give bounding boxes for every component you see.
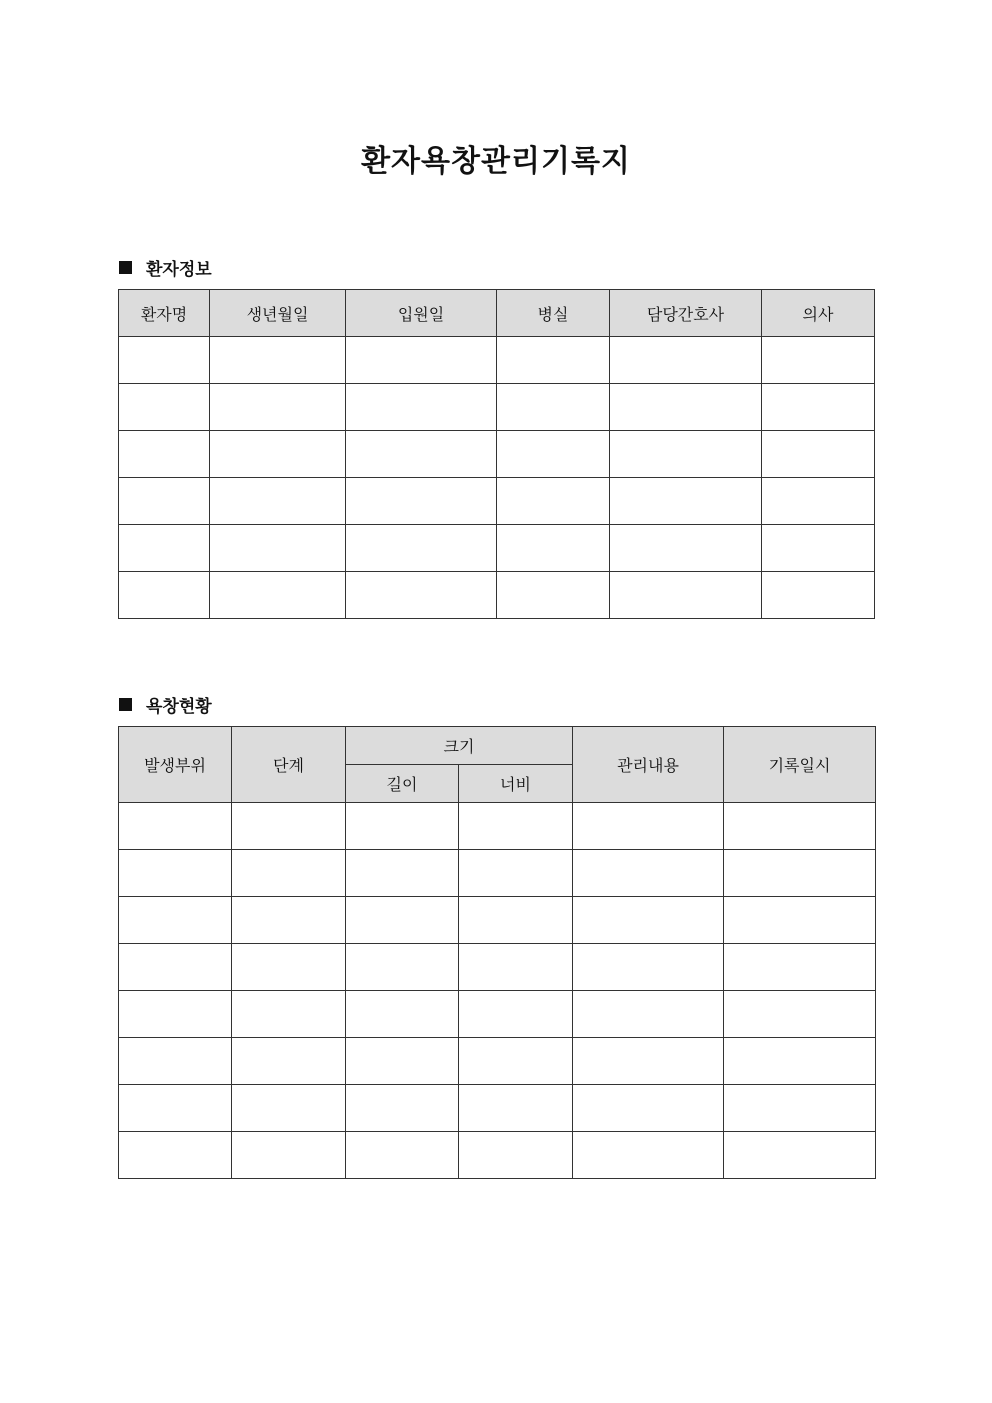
pressure-ulcer-cell[interactable]	[573, 1038, 724, 1085]
header-birth-date: 생년월일	[210, 290, 346, 337]
patient-info-cell[interactable]	[762, 431, 875, 478]
pressure-ulcer-cell[interactable]	[346, 803, 459, 850]
pressure-ulcer-cell[interactable]	[119, 1038, 232, 1085]
pressure-ulcer-cell[interactable]	[724, 991, 876, 1038]
patient-info-row	[119, 478, 875, 525]
square-bullet-icon	[119, 261, 132, 274]
patient-info-cell[interactable]	[762, 525, 875, 572]
pressure-ulcer-cell[interactable]	[119, 991, 232, 1038]
pressure-ulcer-cell[interactable]	[346, 850, 459, 897]
patient-info-cell[interactable]	[119, 337, 210, 384]
header-size: 크기	[346, 727, 573, 765]
header-management: 관리내용	[573, 727, 724, 803]
pressure-ulcer-cell[interactable]	[724, 1132, 876, 1179]
pressure-ulcer-table	[118, 726, 876, 1179]
pressure-ulcer-cell[interactable]	[346, 1038, 459, 1085]
patient-info-cell[interactable]	[346, 431, 497, 478]
pressure-ulcer-cell[interactable]	[573, 803, 724, 850]
pressure-ulcer-cell[interactable]	[724, 803, 876, 850]
pressure-ulcer-cell[interactable]	[232, 991, 346, 1038]
header-length: 길이	[346, 765, 459, 803]
patient-info-row	[119, 572, 875, 619]
patient-info-cell[interactable]	[497, 572, 610, 619]
patient-info-table	[118, 289, 875, 619]
patient-info-cell[interactable]	[497, 384, 610, 431]
pressure-ulcer-cell[interactable]	[346, 944, 459, 991]
patient-info-cell[interactable]	[119, 525, 210, 572]
patient-info-cell[interactable]	[119, 384, 210, 431]
pressure-ulcer-cell[interactable]	[459, 897, 573, 944]
patient-info-cell[interactable]	[210, 431, 346, 478]
header-record-datetime: 기록일시	[724, 727, 876, 803]
pressure-ulcer-cell[interactable]	[346, 897, 459, 944]
patient-info-section-title	[119, 255, 212, 280]
pressure-ulcer-row	[119, 1038, 876, 1085]
pressure-ulcer-cell[interactable]	[232, 850, 346, 897]
patient-info-cell[interactable]	[210, 525, 346, 572]
patient-info-cell[interactable]	[610, 478, 762, 525]
patient-info-cell[interactable]	[610, 384, 762, 431]
header-site: 발생부위	[119, 727, 232, 803]
patient-info-cell[interactable]	[346, 525, 497, 572]
pressure-ulcer-row	[119, 803, 876, 850]
pressure-ulcer-row	[119, 897, 876, 944]
pressure-ulcer-cell[interactable]	[459, 944, 573, 991]
pressure-ulcer-cell[interactable]	[459, 991, 573, 1038]
pressure-ulcer-cell[interactable]	[346, 1085, 459, 1132]
patient-info-cell[interactable]	[762, 572, 875, 619]
pressure-ulcer-cell[interactable]	[119, 850, 232, 897]
pressure-ulcer-cell[interactable]	[724, 850, 876, 897]
patient-info-cell[interactable]	[610, 431, 762, 478]
pressure-ulcer-cell[interactable]	[232, 897, 346, 944]
patient-info-row	[119, 337, 875, 384]
patient-info-cell[interactable]	[346, 478, 497, 525]
header-room: 병실	[497, 290, 610, 337]
pressure-ulcer-cell[interactable]	[346, 991, 459, 1038]
pressure-ulcer-cell[interactable]	[573, 991, 724, 1038]
patient-info-cell[interactable]	[210, 572, 346, 619]
pressure-ulcer-label: 욕창현황	[146, 697, 212, 717]
patient-info-cell[interactable]	[762, 337, 875, 384]
pressure-ulcer-cell[interactable]	[232, 944, 346, 991]
patient-info-row	[119, 431, 875, 478]
patient-info-cell[interactable]	[210, 384, 346, 431]
header-stage: 단계	[232, 727, 346, 803]
pressure-ulcer-cell[interactable]	[232, 1132, 346, 1179]
patient-info-cell[interactable]	[346, 384, 497, 431]
pressure-ulcer-cell[interactable]	[724, 944, 876, 991]
pressure-ulcer-cell[interactable]	[573, 850, 724, 897]
header-doctor: 의사	[762, 290, 875, 337]
pressure-ulcer-cell[interactable]	[724, 1038, 876, 1085]
pressure-ulcer-row	[119, 850, 876, 897]
pressure-ulcer-cell[interactable]	[459, 850, 573, 897]
pressure-ulcer-cell[interactable]	[573, 897, 724, 944]
patient-info-cell[interactable]	[346, 572, 497, 619]
pressure-ulcer-row	[119, 991, 876, 1038]
pressure-ulcer-cell[interactable]	[573, 1132, 724, 1179]
pressure-ulcer-cell[interactable]	[459, 1038, 573, 1085]
patient-info-cell[interactable]	[119, 431, 210, 478]
pressure-ulcer-cell[interactable]	[119, 1085, 232, 1132]
pressure-ulcer-cell[interactable]	[119, 1132, 232, 1179]
patient-info-cell[interactable]	[497, 525, 610, 572]
pressure-ulcer-header-row-1	[119, 727, 876, 765]
patient-info-cell[interactable]	[762, 478, 875, 525]
pressure-ulcer-cell[interactable]	[232, 1085, 346, 1132]
square-bullet-icon	[119, 698, 132, 711]
patient-info-row	[119, 525, 875, 572]
patient-info-cell[interactable]	[497, 431, 610, 478]
patient-info-cell[interactable]	[762, 384, 875, 431]
patient-info-cell[interactable]	[210, 478, 346, 525]
pressure-ulcer-cell[interactable]	[232, 1038, 346, 1085]
header-patient-name: 환자명	[119, 290, 210, 337]
patient-info-header-row	[119, 290, 875, 337]
pressure-ulcer-row	[119, 1085, 876, 1132]
header-width: 너비	[459, 765, 573, 803]
pressure-ulcer-cell[interactable]	[119, 944, 232, 991]
patient-info-cell[interactable]	[497, 478, 610, 525]
patient-info-row	[119, 384, 875, 431]
pressure-ulcer-cell[interactable]	[459, 1085, 573, 1132]
pressure-ulcer-cell[interactable]	[724, 1085, 876, 1132]
patient-info-cell[interactable]	[610, 572, 762, 619]
patient-info-cell[interactable]	[497, 337, 610, 384]
pressure-ulcer-cell[interactable]	[573, 944, 724, 991]
patient-info-cell[interactable]	[119, 572, 210, 619]
patient-info-cell[interactable]	[346, 337, 497, 384]
patient-info-cell[interactable]	[610, 525, 762, 572]
pressure-ulcer-cell[interactable]	[459, 803, 573, 850]
patient-info-cell[interactable]	[210, 337, 346, 384]
patient-info-cell[interactable]	[610, 337, 762, 384]
pressure-ulcer-section-title	[119, 692, 212, 717]
pressure-ulcer-cell[interactable]	[232, 803, 346, 850]
pressure-ulcer-cell[interactable]	[119, 897, 232, 944]
pressure-ulcer-cell[interactable]	[573, 1085, 724, 1132]
pressure-ulcer-row	[119, 944, 876, 991]
pressure-ulcer-cell[interactable]	[119, 803, 232, 850]
header-nurse: 담당간호사	[610, 290, 762, 337]
pressure-ulcer-cell[interactable]	[724, 897, 876, 944]
pressure-ulcer-row	[119, 1132, 876, 1179]
patient-info-label: 환자정보	[146, 260, 212, 280]
patient-info-cell[interactable]	[119, 478, 210, 525]
header-admission-date: 입원일	[346, 290, 497, 337]
page-title: 환자욕창관리기록지	[361, 144, 631, 179]
pressure-ulcer-cell[interactable]	[459, 1132, 573, 1179]
pressure-ulcer-cell[interactable]	[346, 1132, 459, 1179]
